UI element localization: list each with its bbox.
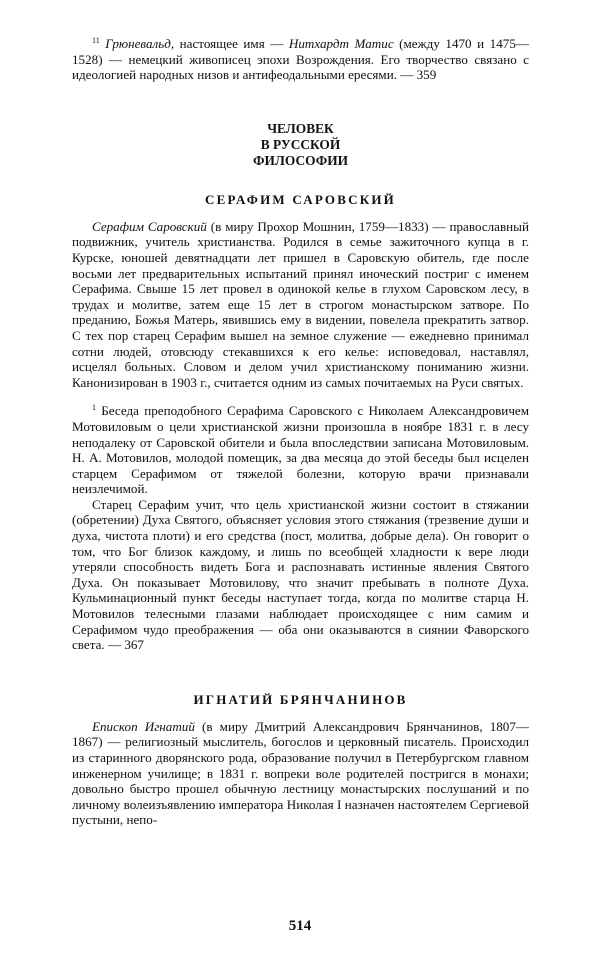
ignatiy-bio-text: (в миру Дмитрий Александрович Брянчанинов, 1807—1867) — религиозный мыслитель, богослов и церковный писатель. Происходил из старинного дворянского рода, образование получил в Петербургском главном инженерном училище; в 1831 г. вопреки воле родителей постригся в монахи; довольно быстро прошел обычную лестницу монастырских послушаний и по личному волеизъявлению императора Николая I назначен настоятелем Сергиевой пустыни, непо- [72,718,529,828]
seraphim-bio-text: (в миру Прохор Мошнин, 1759—1833) — православный подвижник, учитель христианства. Родился в семье зажиточного купца в г. Курске, юношей девятнадцати лет пришел в Саровскую обитель, где после восьми лет предварительных испытаний принял иноческий постриг с именем Серафима. Свыше 15 лет провел в одинокой келье в глухом Саровском лесу, в трудах и молитве, затем еще 15 лет в строгом монастырском затворе. По преданию, Божья Матерь, явившись ему в видении, повелела прекратить затвор. С тех пор старец Серафим вышел на земное служение — ежедневно принимал сотни людей, отовсюду стекавшихся к его келье: исповедовал, наставлял, исцелял больных. Словом и делом учил христианскому пониманию жизни. Канонизирован в 1903 г., считается одним из самых почитаемых на Руси святых. [72,218,529,390]
seraphim-name: Серафим Саровский [92,218,207,234]
page-content [72,36,529,828]
footnote-text-2: (между 1470 и 1475—1528) — немецкий живописец эпохи Возрождения. Его творчество связано с идеологией народных низов и антифеодальными ересями. — 359 [72,36,529,83]
seraphim-footnote-1 [72,403,529,497]
footnote-real-name: Нитхардт Матис [288,36,394,51]
seraphim-bio [72,219,529,391]
seraphim-footnote-2: Старец Серафим учит, что цель христианской жизни состоит в стяжании (обретении) Духа Святого, объясняет условия этого стяжания (трезвение души и духа, чистота плоти) и его средства (пост, молитва, добрые дела). Он говорит о том, что Бог близок каждому, и лишь по всеобщей хладности к вере люди утеряли способность видеть Бога и распознавать истинные явления Святого Духа. Он показывает Мотовилову, что значит пребывать в полноте Духа. Кульминационный пункт беседы наступает тогда, когда по молитве старца Н. Мотовилов телесными глазами наблюдает происходящее с ним самим и Серафимом чудо преображения — оба они оказываются в сиянии Фаворского света. — 367 [72,496,529,653]
part-title-line-2: В РУССКОЙ [260,136,341,152]
part-title [72,121,529,169]
part-title-line-3: ФИЛОСОФИИ [252,152,349,168]
ignatiy-bio [72,719,529,828]
part-title-line-1: ЧЕЛОВЕК [267,120,334,136]
seraphim-footnote-text: Беседа преподобного Серафима Саровского с Николаем Александровичем Мотовиловым о цели христианской жизни произошла в ноябре 1831 г. в лесу неподалеку от Саровской обители и была впоследствии записана Мотовиловым. Н. А. Мотовилов, молодой помещик, за два месяца до этой беседы был исцелен старцем Серафимом от тяжелой болезни, которую врачи признавали неизлечимой. [72,403,529,497]
section-heading-seraphim: СЕРАФИМ САРОВСКИЙ [205,191,396,207]
footnote-number: 11 [92,36,100,45]
seraphim-footnote-number: 1 [92,403,96,413]
footnote-top [72,36,529,83]
page-number: 514 [288,918,312,934]
section-heading-ignatiy: ИГНАТИЙ БРЯНЧАНИНОВ [193,691,408,707]
footnote-name: Грюневальд, [105,36,175,51]
ignatiy-name: Епископ Игнатий [92,718,195,734]
footnote-text-1: настоящее имя — [174,36,289,51]
section-divider-space [72,653,529,692]
